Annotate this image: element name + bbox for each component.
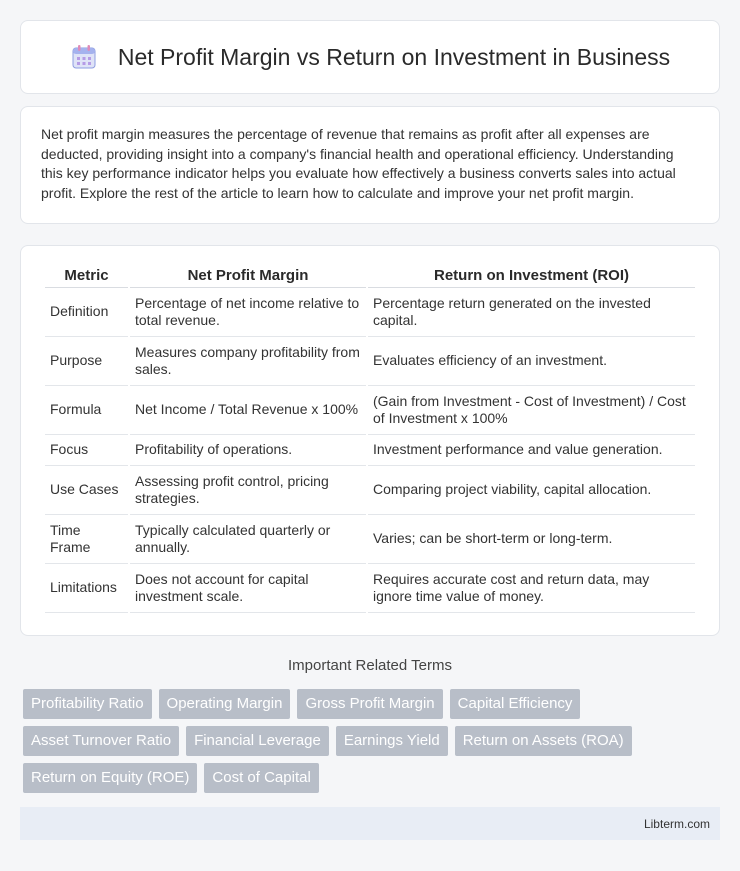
footer-site-link[interactable]: Libterm.com [643, 816, 710, 831]
comparison-table-card [20, 245, 720, 636]
column-header-roi: Return on Investment (ROI) [368, 266, 695, 288]
column-header-net-profit-margin: Net Profit Margin [130, 266, 366, 288]
related-term-tag[interactable]: Return on Assets (ROA) [455, 726, 632, 756]
table-cell: Comparing project viability, capital allocation. [368, 466, 695, 515]
table-cell: Varies; can be short-term or long-term. [368, 515, 695, 564]
table-cell: Measures company profitability from sales. [130, 337, 366, 386]
table-cell-metric: Formula [45, 386, 128, 435]
table-cell-metric: Use Cases [45, 466, 128, 515]
table-cell-metric: Focus [45, 435, 128, 466]
table-cell: Assessing profit control, pricing strategies. [130, 466, 366, 515]
table-cell: Percentage return generated on the invested capital. [368, 288, 695, 337]
column-header-metric: Metric [45, 266, 128, 288]
table-cell-metric: Definition [45, 288, 128, 337]
table-cell: Typically calculated quarterly or annually. [130, 515, 366, 564]
table-cell: Percentage of net income relative to total revenue. [130, 288, 366, 337]
table-cell: Does not account for capital investment scale. [130, 564, 366, 613]
related-term-tag[interactable]: Financial Leverage [186, 726, 329, 756]
table-cell: Requires accurate cost and return data, may ignore time value of money. [368, 564, 695, 613]
table-cell: (Gain from Investment - Cost of Investment) / Cost of Investment x 100% [368, 386, 695, 435]
table-row [45, 386, 695, 435]
related-term-tag[interactable]: Cost of Capital [204, 763, 318, 793]
related-term-tag[interactable]: Gross Profit Margin [297, 689, 442, 719]
related-terms-list [23, 689, 723, 793]
table-row [45, 435, 695, 466]
table-row [45, 515, 695, 564]
related-term-tag[interactable]: Capital Efficiency [450, 689, 581, 719]
related-term-tag[interactable]: Return on Equity (ROE) [23, 763, 197, 793]
table-cell-metric: Limitations [45, 564, 128, 613]
table-cell: Evaluates efficiency of an investment. [368, 337, 695, 386]
table-cell-metric: Purpose [45, 337, 128, 386]
table-row [45, 337, 695, 386]
table-cell-metric: Time Frame [45, 515, 128, 564]
related-term-tag[interactable]: Asset Turnover Ratio [23, 726, 179, 756]
intro-card [20, 106, 720, 224]
table-cell: Net Income / Total Revenue x 100% [130, 386, 366, 435]
related-term-tag[interactable]: Earnings Yield [336, 726, 448, 756]
calendar-icon [70, 43, 98, 71]
table-row [45, 564, 695, 613]
related-term-tag[interactable]: Profitability Ratio [23, 689, 152, 719]
comparison-table [43, 266, 697, 613]
footer [20, 807, 720, 840]
table-row [45, 288, 695, 337]
page-title: Net Profit Margin vs Return on Investment in Business [117, 43, 671, 70]
intro-paragraph: Net profit margin measures the percentage of revenue that remains as profit after all expenses are deducted, providing insight into a company's financial health and operational efficiency. Understanding this key performance indicator helps you evaluate how effectively a business converts sales into actual profit. Explore the rest of the article to learn how to calculate and improve your net profit margin. [41, 126, 676, 201]
table-header-row [45, 266, 695, 288]
table-cell: Investment performance and value generation. [368, 435, 695, 466]
table-cell: Profitability of operations. [130, 435, 366, 466]
related-terms-title: Important Related Terms [288, 657, 452, 674]
related-term-tag[interactable]: Operating Margin [159, 689, 291, 719]
header-card [20, 20, 720, 94]
table-row [45, 466, 695, 515]
